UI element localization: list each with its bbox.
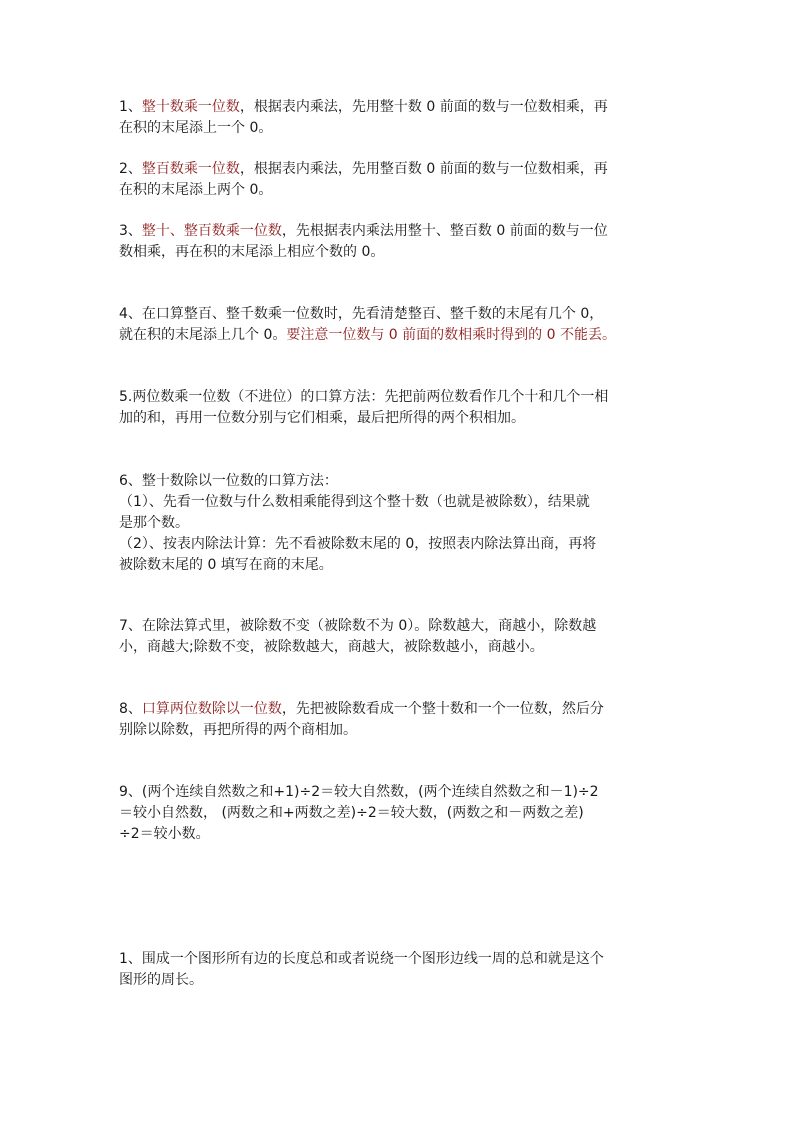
paragraph-line: 6、整十数除以一位数的口算方法： [119, 473, 338, 489]
paragraph-line: 2、整百数乘一位数，根据表内乘法，先用整百数 0 前面的数与一位数相乘，再 [119, 161, 608, 177]
paragraph-line: 加的和，再用一位数分别与它们相乘，最后把所得的两个积相加。 [119, 410, 525, 426]
paragraph-perimeter [119, 949, 679, 991]
paragraph-line: 被除数末尾的 0 填写在商的末尾。 [119, 557, 333, 573]
paragraph-7 [119, 616, 679, 658]
paragraph-line: 图形的周长。 [119, 972, 203, 988]
paragraph-6 [119, 471, 679, 576]
paragraph-line: （2）、按表内除法计算：先不看被除数末尾的 0，按照表内除法算出商，再将 [119, 536, 597, 552]
paragraph-line: 就在积的末尾添上几个 0。要注意一位数与 0 前面的数相乘时得到的 0 不能丢。 [119, 327, 616, 343]
paragraph-line: 数相乘，再在积的末尾添上相应个数的 0。 [119, 244, 385, 260]
highlight-term: 口算两位数除以一位数 [141, 701, 282, 717]
paragraph-line: 在积的末尾添上一个 0。 [119, 120, 273, 136]
paragraph-line: 9、(两个连续自然数之和+1)÷2＝较大自然数，(两个连续自然数之和－1)÷2 [119, 784, 599, 800]
paragraph-9 [119, 782, 679, 845]
highlight-term: 整十、整百数乘一位数 [141, 223, 282, 239]
paragraph-line: 在积的末尾添上两个 0。 [119, 182, 273, 198]
paragraph-line: 5.两位数乘一位数（不进位）的口算方法：先把前两位数看作几个十和几个一相 [119, 389, 609, 405]
paragraph-line: 7、在除法算式里，被除数不变（被除数不为 0）。除数越大，商越小，除数越 [119, 618, 597, 634]
paragraph-8 [119, 699, 679, 741]
paragraph-3 [119, 221, 679, 263]
paragraph-line: 1、围成一个图形所有边的长度总和或者说绕一个图形边线一周的总和就是这个 [119, 951, 604, 967]
paragraph-line: 8、口算两位数除以一位数，先把被除数看成一个整十数和一个一位数，然后分 [119, 701, 604, 717]
paragraph-line: （1）、先看一位数与什么数相乘能得到这个整十数（也就是被除数），结果就 [119, 494, 590, 510]
paragraph-line: 别除以除数，再把所得的两个商相加。 [119, 722, 357, 738]
highlight-term: 整十数乘一位数 [141, 99, 240, 115]
paragraph-line: ＝较小自然数， (两数之和+两数之差)÷2＝较大数，(两数之和－两数之差) [119, 805, 584, 821]
paragraph-line: 1、整十数乘一位数，根据表内乘法，先用整十数 0 前面的数与一位数相乘，再 [119, 99, 608, 115]
highlight-warning: 要注意一位数与 0 前面的数相乘时得到的 0 不能丢。 [286, 327, 616, 343]
paragraph-line: 小，商越大;除数不变，被除数越大，商越大，被除数越小，商越小。 [119, 639, 544, 655]
paragraph-5 [119, 387, 679, 429]
paragraph-line: 4、在口算整百、整千数乘一位数时，先看清楚整百、整千数的末尾有几个 0， [119, 306, 604, 322]
paragraph-line: ÷2＝较小数。 [119, 826, 210, 842]
paragraph-line: 3、整十、整百数乘一位数，先根据表内乘法用整十、整百数 0 前面的数与一位 [119, 223, 608, 239]
paragraph-line: 是那个数。 [119, 515, 189, 531]
paragraph-4 [119, 304, 679, 346]
paragraph-2 [119, 159, 679, 201]
paragraph-1 [119, 97, 679, 139]
highlight-term: 整百数乘一位数 [141, 161, 240, 177]
